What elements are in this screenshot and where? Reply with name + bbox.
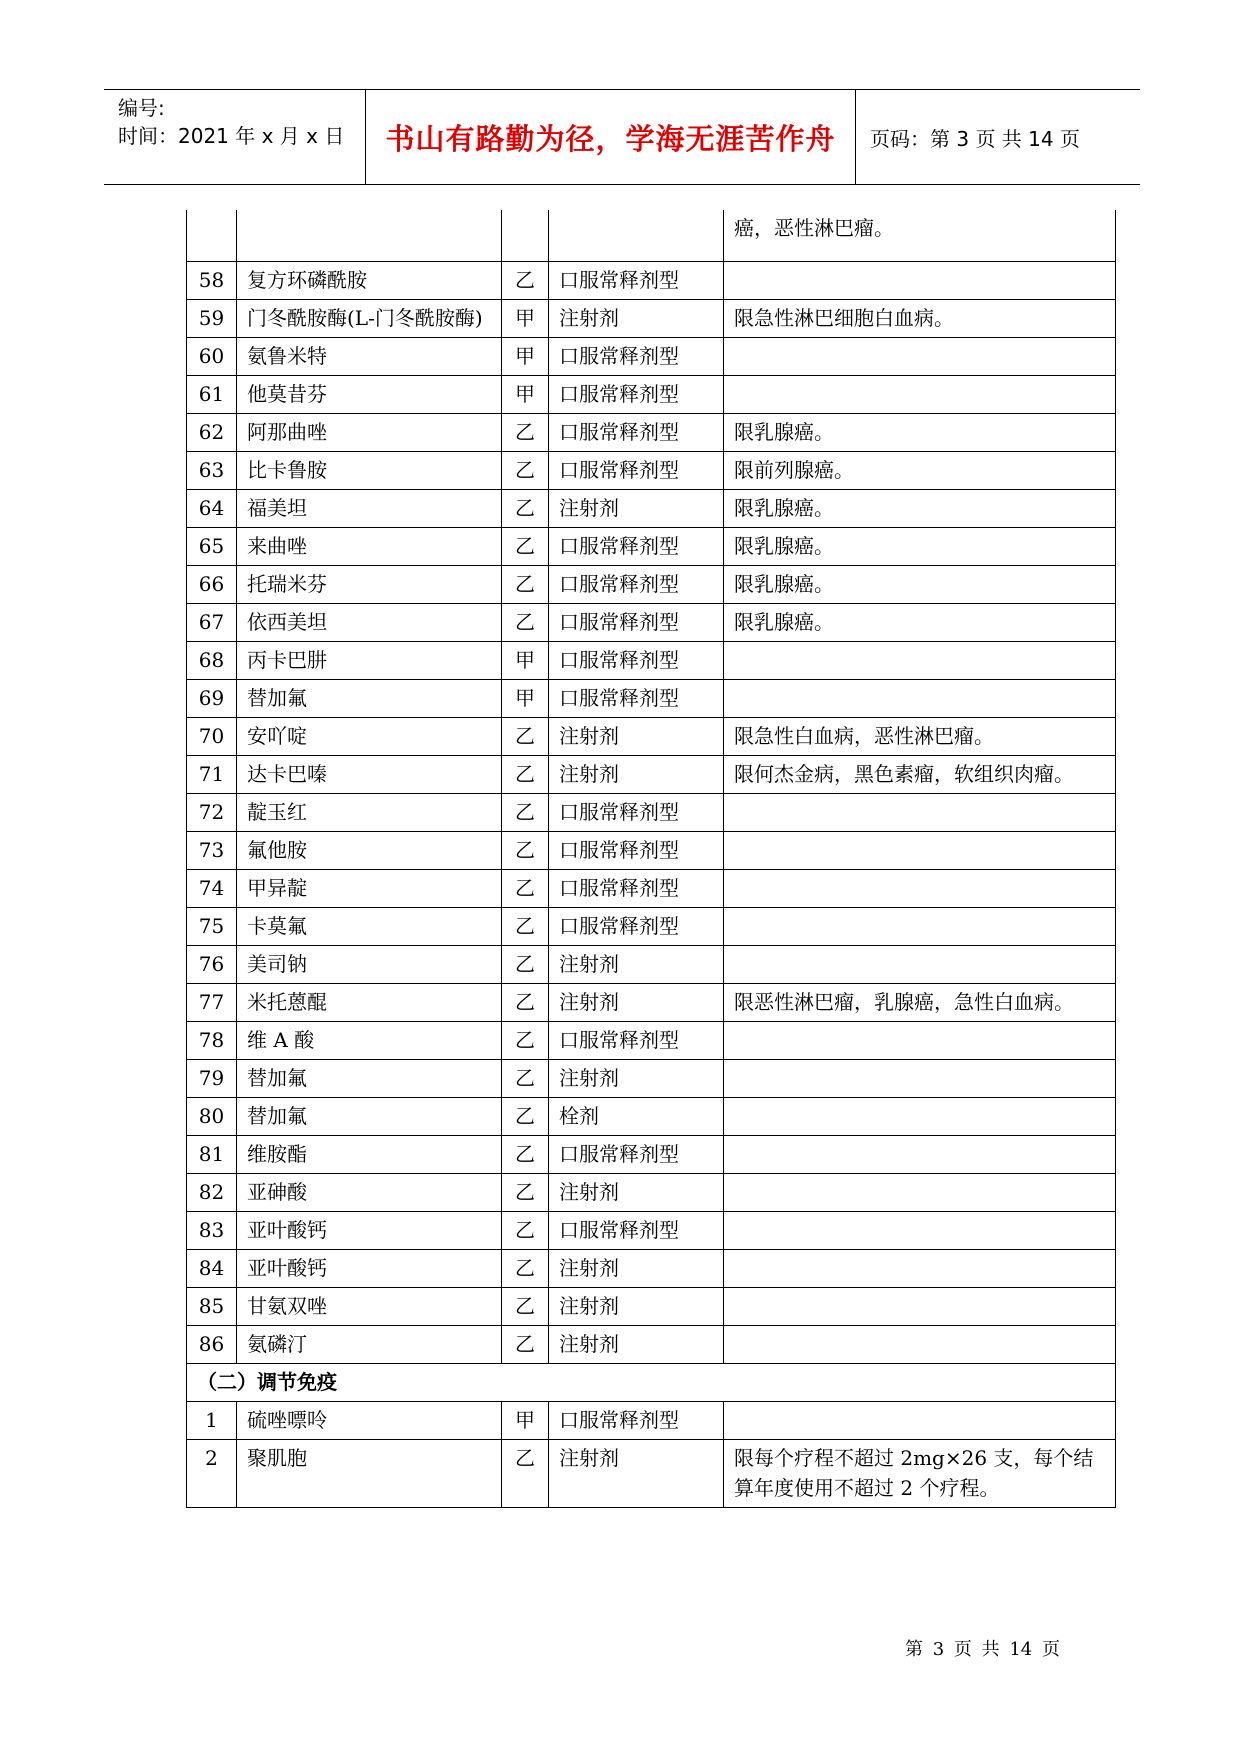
drug-name — [237, 210, 502, 262]
page-header — [104, 89, 1140, 185]
table-row — [187, 376, 1116, 414]
drug-name: 替加氟 — [237, 1098, 502, 1136]
restriction-note: 限急性淋巴细胞白血病。 — [724, 300, 1116, 338]
drug-class: 乙 — [502, 604, 549, 642]
drug-name: 维胺酯 — [237, 1136, 502, 1174]
row-number: 86 — [187, 1326, 237, 1364]
row-number: 84 — [187, 1250, 237, 1288]
drug-name: 依西美坦 — [237, 604, 502, 642]
restriction-note — [724, 946, 1116, 984]
row-number: 68 — [187, 642, 237, 680]
table-row — [187, 1174, 1116, 1212]
dosage-form: 口服常释剂型 — [549, 1212, 724, 1250]
drug-class: 乙 — [502, 756, 549, 794]
table-row — [187, 1212, 1116, 1250]
row-number: 77 — [187, 984, 237, 1022]
drug-class: 乙 — [502, 794, 549, 832]
drug-name: 比卡鲁胺 — [237, 452, 502, 490]
dosage-form: 口服常释剂型 — [549, 566, 724, 604]
drug-class: 乙 — [502, 1060, 549, 1098]
table-row — [187, 870, 1116, 908]
table-row — [187, 756, 1116, 794]
drug-name: 米托蒽醌 — [237, 984, 502, 1022]
drug-name: 亚叶酸钙 — [237, 1212, 502, 1250]
restriction-note — [724, 680, 1116, 718]
drug-class: 乙 — [502, 490, 549, 528]
restriction-note — [724, 1250, 1116, 1288]
restriction-note: 限恶性淋巴瘤，乳腺癌，急性白血病。 — [724, 984, 1116, 1022]
drug-class: 乙 — [502, 452, 549, 490]
dosage-form: 注射剂 — [549, 756, 724, 794]
row-number: 63 — [187, 452, 237, 490]
dosage-form: 口服常释剂型 — [549, 832, 724, 870]
row-number: 64 — [187, 490, 237, 528]
page-indicator: 页码：第 3 页 共 14 页 — [870, 126, 1080, 151]
page-footer: 第 3 页 共 14 页 — [905, 1639, 1060, 1660]
drug-name: 氟他胺 — [237, 832, 502, 870]
drug-class: 乙 — [502, 1174, 549, 1212]
row-number: 83 — [187, 1212, 237, 1250]
table-row — [187, 794, 1116, 832]
restriction-note — [724, 1212, 1116, 1250]
table-row — [187, 604, 1116, 642]
table-row — [187, 490, 1116, 528]
table-row — [187, 210, 1116, 262]
dosage-form: 注射剂 — [549, 946, 724, 984]
dosage-form: 口服常释剂型 — [549, 680, 724, 718]
row-number: 60 — [187, 338, 237, 376]
row-number: 81 — [187, 1136, 237, 1174]
restriction-note — [724, 1402, 1116, 1440]
drug-class: 乙 — [502, 832, 549, 870]
drug-name: 亚叶酸钙 — [237, 1250, 502, 1288]
dosage-form: 口服常释剂型 — [549, 794, 724, 832]
dosage-form — [549, 210, 724, 262]
drug-name: 甘氨双唑 — [237, 1288, 502, 1326]
drug-class: 乙 — [502, 528, 549, 566]
row-number: 85 — [187, 1288, 237, 1326]
drug-class: 乙 — [502, 946, 549, 984]
restriction-note — [724, 1060, 1116, 1098]
dosage-form: 口服常释剂型 — [549, 452, 724, 490]
restriction-note — [724, 1174, 1116, 1212]
table-row — [187, 262, 1116, 300]
table-row — [187, 300, 1116, 338]
restriction-note — [724, 1326, 1116, 1364]
drug-class: 甲 — [502, 642, 549, 680]
row-number: 62 — [187, 414, 237, 452]
dosage-form: 注射剂 — [549, 300, 724, 338]
drug-class: 甲 — [502, 338, 549, 376]
drug-name: 达卡巴嗪 — [237, 756, 502, 794]
section-title: （二）调节免疫 — [187, 1364, 1116, 1402]
row-number: 61 — [187, 376, 237, 414]
dosage-form: 口服常释剂型 — [549, 528, 724, 566]
dosage-form: 口服常释剂型 — [549, 338, 724, 376]
restriction-note: 限前列腺癌。 — [724, 452, 1116, 490]
drug-class: 乙 — [502, 718, 549, 756]
drug-name: 替加氟 — [237, 680, 502, 718]
restriction-note — [724, 832, 1116, 870]
row-number: 76 — [187, 946, 237, 984]
drug-name: 维 A 酸 — [237, 1022, 502, 1060]
row-number: 78 — [187, 1022, 237, 1060]
drug-class: 乙 — [502, 1212, 549, 1250]
drug-class: 乙 — [502, 1022, 549, 1060]
drug-class: 乙 — [502, 1250, 549, 1288]
table-row — [187, 1440, 1116, 1508]
drug-name: 来曲唑 — [237, 528, 502, 566]
table-row — [187, 984, 1116, 1022]
table-row — [187, 1288, 1116, 1326]
drug-name: 安吖啶 — [237, 718, 502, 756]
drug-class: 乙 — [502, 908, 549, 946]
restriction-note: 限何杰金病，黑色素瘤，软组织肉瘤。 — [724, 756, 1116, 794]
dosage-form: 口服常释剂型 — [549, 262, 724, 300]
row-number: 82 — [187, 1174, 237, 1212]
dosage-form: 口服常释剂型 — [549, 376, 724, 414]
dosage-form: 栓剂 — [549, 1098, 724, 1136]
dosage-form: 口服常释剂型 — [549, 908, 724, 946]
drug-class: 甲 — [502, 376, 549, 414]
drug-class: 乙 — [502, 1326, 549, 1364]
drug-class: 乙 — [502, 1440, 549, 1508]
dosage-form: 注射剂 — [549, 1326, 724, 1364]
row-number: 65 — [187, 528, 237, 566]
table-row — [187, 1022, 1116, 1060]
drug-name: 美司钠 — [237, 946, 502, 984]
restriction-note — [724, 870, 1116, 908]
table-row — [187, 1250, 1116, 1288]
row-number: 73 — [187, 832, 237, 870]
dosage-form: 口服常释剂型 — [549, 1136, 724, 1174]
table-row — [187, 338, 1116, 376]
table-row — [187, 414, 1116, 452]
table-row — [187, 1060, 1116, 1098]
table-row — [187, 1402, 1116, 1440]
drug-name: 硫唑嘌呤 — [237, 1402, 502, 1440]
restriction-note — [724, 1098, 1116, 1136]
drug-class — [502, 210, 549, 262]
row-number: 75 — [187, 908, 237, 946]
drug-name: 福美坦 — [237, 490, 502, 528]
restriction-note — [724, 338, 1116, 376]
restriction-note: 限乳腺癌。 — [724, 604, 1116, 642]
header-page-cell — [856, 90, 1140, 184]
restriction-note — [724, 908, 1116, 946]
row-number: 1 — [187, 1402, 237, 1440]
drug-name: 他莫昔芬 — [237, 376, 502, 414]
dosage-form: 口服常释剂型 — [549, 1022, 724, 1060]
dosage-form: 注射剂 — [549, 1174, 724, 1212]
drug-class: 甲 — [502, 1402, 549, 1440]
table-row — [187, 1326, 1116, 1364]
drug-class: 乙 — [502, 1098, 549, 1136]
table-row — [187, 680, 1116, 718]
row-number: 74 — [187, 870, 237, 908]
header-meta — [104, 90, 366, 184]
drug-name: 卡莫氟 — [237, 908, 502, 946]
table-row — [187, 908, 1116, 946]
drug-name: 亚砷酸 — [237, 1174, 502, 1212]
drug-table — [186, 210, 1116, 1508]
table-row — [187, 642, 1116, 680]
dosage-form: 注射剂 — [549, 1060, 724, 1098]
drug-class: 乙 — [502, 262, 549, 300]
row-number: 69 — [187, 680, 237, 718]
table-row — [187, 946, 1116, 984]
drug-name: 托瑞米芬 — [237, 566, 502, 604]
drug-name: 靛玉红 — [237, 794, 502, 832]
table-row — [187, 832, 1116, 870]
dosage-form: 口服常释剂型 — [549, 1402, 724, 1440]
restriction-note — [724, 262, 1116, 300]
dosage-form: 口服常释剂型 — [549, 414, 724, 452]
row-number: 59 — [187, 300, 237, 338]
dosage-form: 注射剂 — [549, 490, 724, 528]
drug-name: 门冬酰胺酶(L-门冬酰胺酶) — [237, 300, 502, 338]
drug-name: 甲异靛 — [237, 870, 502, 908]
restriction-note: 限乳腺癌。 — [724, 528, 1116, 566]
restriction-note — [724, 1288, 1116, 1326]
row-number: 72 — [187, 794, 237, 832]
drug-class: 甲 — [502, 680, 549, 718]
dosage-form: 口服常释剂型 — [549, 604, 724, 642]
date-label: 时间：2021 年 x 月 x 日 — [118, 124, 345, 148]
row-number — [187, 210, 237, 262]
serial-number-label: 编号: — [118, 96, 165, 120]
header-slogan-cell — [366, 90, 856, 184]
restriction-note — [724, 376, 1116, 414]
drug-name: 氨鲁米特 — [237, 338, 502, 376]
restriction-note: 癌，恶性淋巴瘤。 — [724, 210, 1116, 262]
restriction-note: 限急性白血病，恶性淋巴瘤。 — [724, 718, 1116, 756]
drug-class: 乙 — [502, 870, 549, 908]
restriction-note — [724, 642, 1116, 680]
dosage-form: 口服常释剂型 — [549, 870, 724, 908]
restriction-note: 限乳腺癌。 — [724, 414, 1116, 452]
row-number: 67 — [187, 604, 237, 642]
dosage-form: 注射剂 — [549, 1440, 724, 1508]
dosage-form: 注射剂 — [549, 984, 724, 1022]
dosage-form: 注射剂 — [549, 1250, 724, 1288]
restriction-note — [724, 1136, 1116, 1174]
table-row — [187, 528, 1116, 566]
row-number: 70 — [187, 718, 237, 756]
row-number: 2 — [187, 1440, 237, 1508]
drug-table-body — [187, 210, 1116, 1508]
drug-name: 聚肌胞 — [237, 1440, 502, 1508]
restriction-note: 限乳腺癌。 — [724, 566, 1116, 604]
row-number: 58 — [187, 262, 237, 300]
table-row — [187, 1098, 1116, 1136]
row-number: 79 — [187, 1060, 237, 1098]
drug-name: 复方环磷酰胺 — [237, 262, 502, 300]
drug-class: 乙 — [502, 1136, 549, 1174]
dosage-form: 口服常释剂型 — [549, 642, 724, 680]
restriction-note: 限乳腺癌。 — [724, 490, 1116, 528]
drug-class: 乙 — [502, 566, 549, 604]
drug-class: 乙 — [502, 984, 549, 1022]
row-number: 71 — [187, 756, 237, 794]
drug-name: 丙卡巴肼 — [237, 642, 502, 680]
table-row — [187, 566, 1116, 604]
dosage-form: 注射剂 — [549, 718, 724, 756]
row-number: 80 — [187, 1098, 237, 1136]
drug-name: 氨磷汀 — [237, 1326, 502, 1364]
restriction-note — [724, 794, 1116, 832]
table-row — [187, 718, 1116, 756]
drug-class: 乙 — [502, 414, 549, 452]
drug-name: 替加氟 — [237, 1060, 502, 1098]
section-row — [187, 1364, 1116, 1402]
slogan: 书山有路勤为径，学海无涯苦作舟 — [385, 121, 836, 156]
restriction-note: 限每个疗程不超过 2mg×26 支，每个结算年度使用不超过 2 个疗程。 — [724, 1440, 1116, 1508]
restriction-note — [724, 1022, 1116, 1060]
table-row — [187, 452, 1116, 490]
drug-name: 阿那曲唑 — [237, 414, 502, 452]
dosage-form: 注射剂 — [549, 1288, 724, 1326]
drug-class: 乙 — [502, 1288, 549, 1326]
drug-class: 甲 — [502, 300, 549, 338]
row-number: 66 — [187, 566, 237, 604]
table-row — [187, 1136, 1116, 1174]
